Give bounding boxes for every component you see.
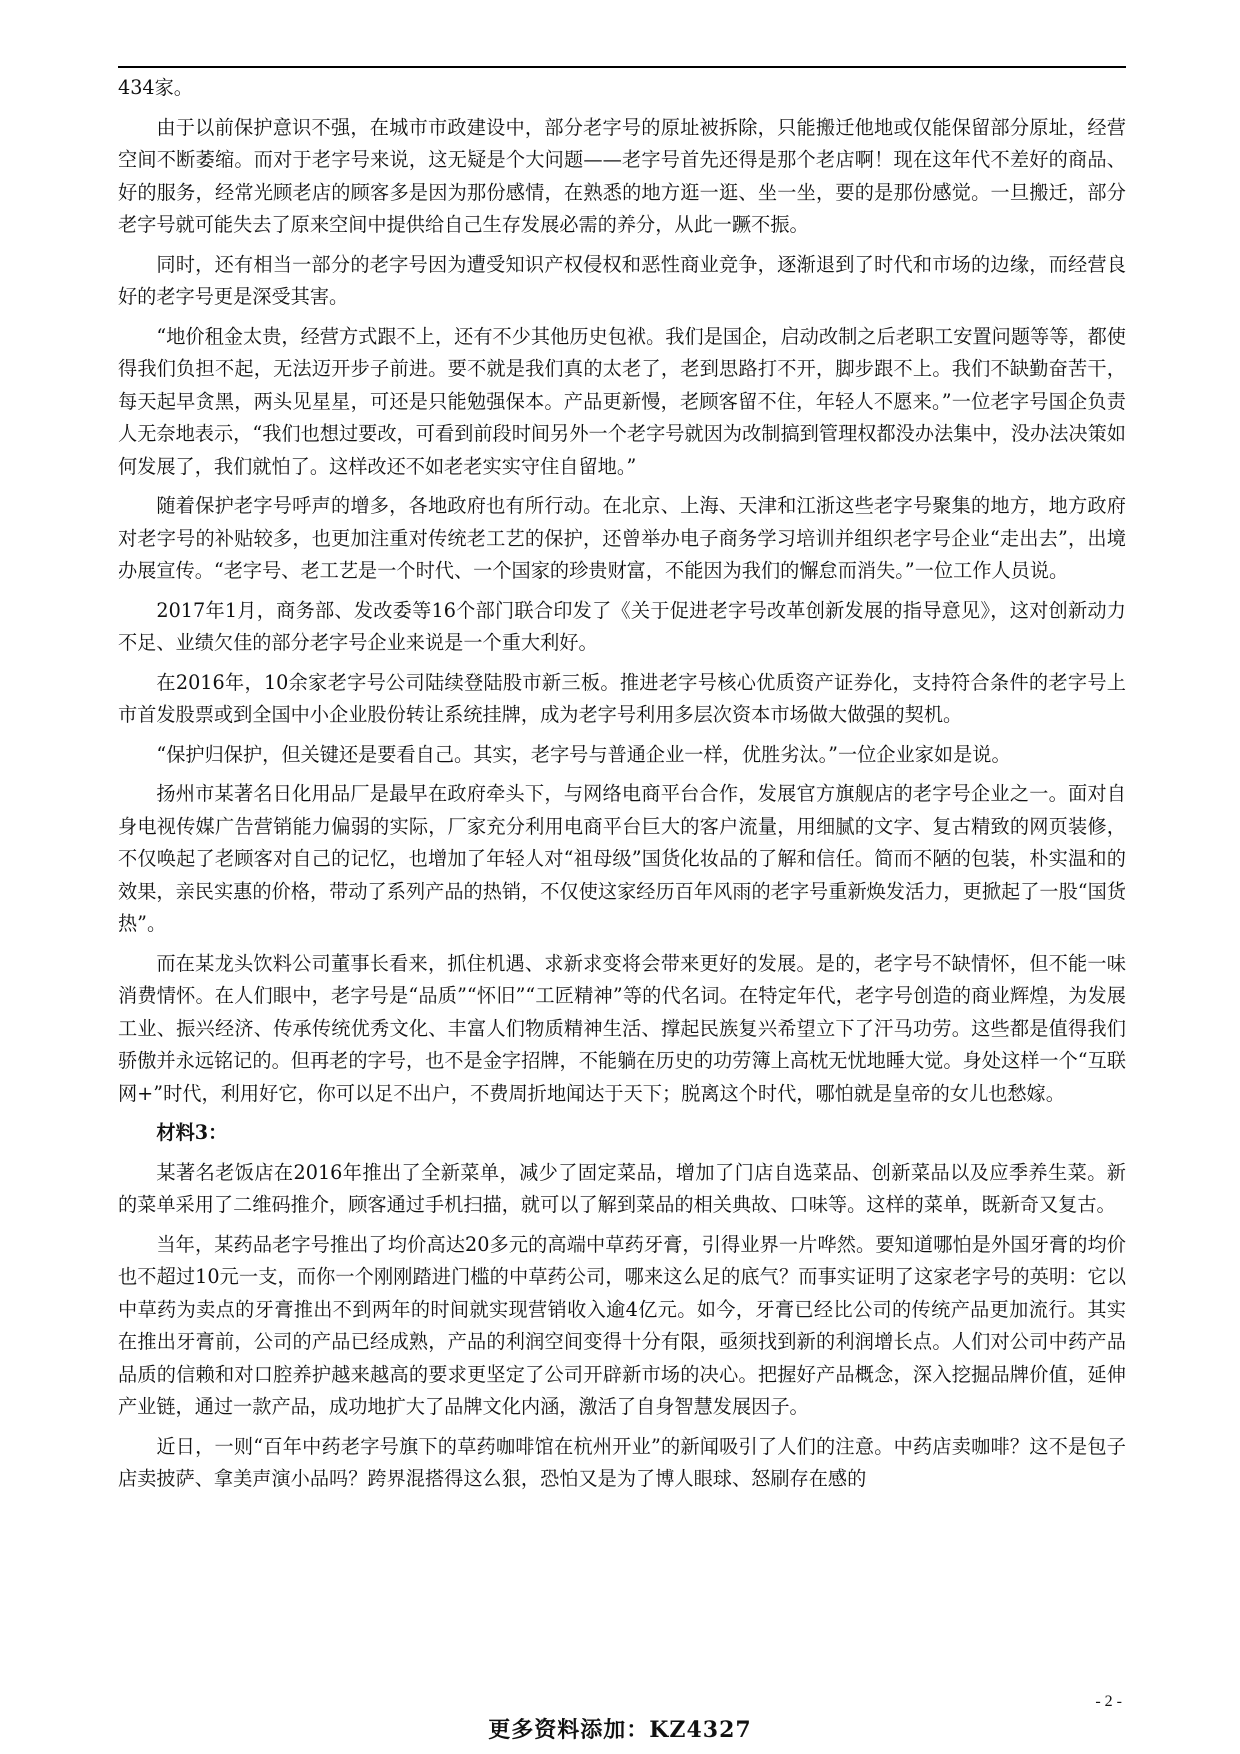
paragraph: 近日，一则“百年中药老字号旗下的草药咖啡馆在杭州开业”的新闻吸引了人们的注意。中药店卖咖啡？这不是包子店卖披萨、拿美声演小品吗？跨界混搭得这么狠，恐怕又是为了博人眼球、怒刷存在感的 [118, 1434, 1126, 1490]
paragraph: 当年，某药品老字号推出了均价高达20多元的高端中草药牙膏，引得业界一片哗然。要知道哪怕是外国牙膏的均价也不超过10元一支，而你一个刚刚踏进门槛的中草药公司，哪来这么足的底气？而事实证明了这家老字号的英明：它以中草药为卖点的牙膏推出不到两年的时间就实现营销收入逾4亿元。如今，牙膏已经比公司的传统产品更加流行。其实在推出牙膏前，公司的产品已经成熟，产品的利润空间变得十分有限，亟须找到新的利润增长点。人们对公司中药产品品质的信赖和对口腔养护越来越高的要求更坚定了公司开辟新市场的决心。把握好产品概念，深入挖掘品牌价值，延伸产业链，通过一款产品，成功地扩大了品牌文化内涵，激活了自身智慧发展因子。 [118, 1232, 1126, 1418]
paragraph: 同时，还有相当一部分的老字号因为遭受知识产权侵权和恶性商业竞争，逐渐退到了时代和市场的边缘，而经营良好的老字号更是深受其害。 [118, 252, 1126, 308]
paragraph: 某著名老饭店在2016年推出了全新菜单，减少了固定菜品，增加了门店自选菜品、创新菜品以及应季养生菜。新的菜单采用了二维码推介，顾客通过手机扫描，就可以了解到菜品的相关典故、口味等。这样的菜单，既新奇又复古。 [118, 1160, 1126, 1216]
paragraph: “地价租金太贵，经营方式跟不上，还有不少其他历史包袱。我们是国企，启动改制之后老职工安置问题等等，都使得我们负担不起，无法迈开步子前进。要不就是我们真的太老了，老到思路打不开，脚步跟不上。我们不缺勤奋苦干，每天起早贪黑，两头见星星，可还是只能勉强保本。产品更新慢，老顾客留不住，年轻人不愿来。”一位老字号国企负责人无奈地表示，“我们也想过要改，可看到前段时间另外一个老字号就因为改制搞到管理权都没办法集中，没办法决策如何发展了，我们就怕了。这样改还不如老老实实守住自留地。” [118, 324, 1126, 478]
paragraph: “保护归保护，但关键还是要看自己。其实，老字号与普通企业一样，优胜劣汰。”一位企业家如是说。 [156, 742, 1011, 766]
footer-note: 更多资料添加：KZ4327 [488, 1717, 752, 1743]
document-body [118, 72, 1126, 1503]
paragraph: 扬州市某著名日化用品厂是最早在政府牵头下，与网络电商平台合作，发展官方旗舰店的老字号企业之一。面对自身电视传媒广告营销能力偏弱的实际，厂家充分利用电商平台巨大的客户流量，用细腻的文字、复古精致的网页装修，不仅唤起了老顾客对自己的记忆，也增加了年轻人对“祖母级”国货化妆品的了解和信任。简而不陋的包装，朴实温和的效果，亲民实惠的价格，带动了系列产品的热销，不仅使这家经历百年风雨的老字号重新焕发活力，更掀起了一股“国货热”。 [118, 782, 1126, 935]
paragraph: 由于以前保护意识不强，在城市市政建设中，部分老字号的原址被拆除，只能搬迁他地或仅能保留部分原址，经营空间不断萎缩。而对于老字号来说，这无疑是个大问题——老字号首先还得是那个老店啊！现在这年代不差好的商品、好的服务，经常光顾老店的顾客多是因为那份感情，在熟悉的地方逛一逛、坐一坐，要的是那份感觉。一旦搬迁，部分老字号就可能失去了原来空间中提供给自己生存发展必需的养分，从此一蹶不振。 [118, 115, 1126, 236]
page-number: - 2 - [1095, 1693, 1122, 1710]
paragraph: 在2016年，10余家老字号公司陆续登陆股市新三板。推进老字号核心优质资产证券化，支持符合条件的老字号上市首发股票或到全国中小企业股份转让系统挂牌，成为老字号利用多层次资本市场做大做强的契机。 [118, 670, 1126, 726]
paragraph: 2017年1月，商务部、发改委等16个部门联合印发了《关于促进老字号改革创新发展的指导意见》，这对创新动力不足、业绩欠佳的部分老字号企业来说是一个重大利好。 [118, 598, 1126, 654]
paragraph: 434家。 [118, 76, 193, 99]
header-rule [118, 66, 1126, 68]
section-heading: 材料3： [156, 1121, 228, 1144]
paragraph: 而在某龙头饮料公司董事长看来，抓住机遇、求新求变将会带来更好的发展。是的，老字号不缺情怀，但不能一味消费情怀。在人们眼中，老字号是“品质”“怀旧”“工匠精神”等的代名词。在特定年代，老字号创造的商业辉煌，为发展工业、振兴经济、传承传统优秀文化、丰富人们物质精神生活、撑起民族复兴希望立下了汗马功劳。这些都是值得我们骄傲并永远铭记的。但再老的字号，也不是金字招牌，不能躺在历史的功劳簿上高枕无忧地睡大觉。身处这样一个“互联网+”时代，利用好它，你可以足不出户，不费周折地闻达于天下；脱离这个时代，哪怕就是皇帝的女儿也愁嫁。 [118, 951, 1126, 1105]
paragraph: 随着保护老字号呼声的增多，各地政府也有所行动。在北京、上海、天津和江浙这些老字号聚集的地方，地方政府对老字号的补贴较多，也更加注重对传统老工艺的保护，还曾举办电子商务学习培训并组织老字号企业“走出去”，出境办展宣传。“老字号、老工艺是一个时代、一个国家的珍贵财富，不能因为我们的懈怠而消失。”一位工作人员说。 [118, 494, 1126, 582]
